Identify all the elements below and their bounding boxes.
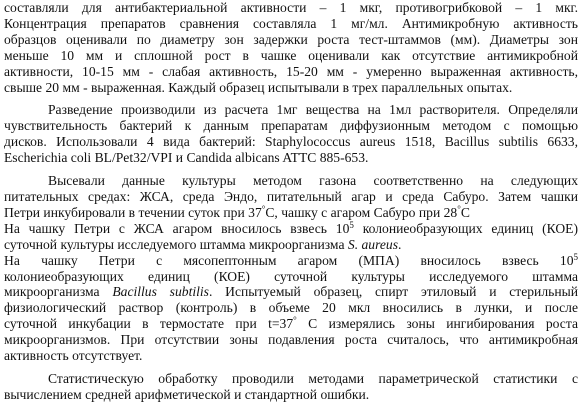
text-fragment: С измерялись зоны ингибирования роста [296,316,578,332]
text-fragment: С [460,204,470,220]
paragraph-dilution [4,102,578,166]
text-line [4,221,578,237]
species-name: S. aureus [347,236,398,252]
text-fragment: колониеобразующих единиц (КОЕ) [353,220,578,236]
paragraph-activity-criteria [4,0,578,95]
text-fragment: На чашку Петри с мясопептонным агаром (МПА) вносилось взвесь 10 [4,252,574,268]
text-line: активности, 10-15 мм - слабая активность, 15-20 мм - умеренно выраженная активность, [4,63,578,79]
text-line: вычислением средней арифметической и стандартной ошибки. [4,386,370,402]
text-line: активность отсутствует. [4,348,143,364]
paragraph-gap [4,166,578,173]
text-fragment: микроорганизма [4,284,113,300]
text-fragment: На чашку Петри с ЖСА агаром вносилось взвесь 10 [4,220,350,236]
text-line: дисков. Использовали 4 вида бактерий: Staphylococcus aureus 1518, Bacillus subtilis 6633, [4,134,578,150]
paragraph-saureus [4,221,578,253]
text-line: меньше 10 мм и сплошной рост в чашке оценивали как отсутствие антимикробной [4,47,578,63]
text-fragment: Петри инкубировали в течении суток при 37 [4,204,262,220]
superscript-exponent: 5 [349,219,354,230]
text-line [4,253,578,269]
text-line: колониеобразующих единиц (КОЕ) суточной культуры исследуемого штамма [4,268,578,284]
text-line [4,237,578,253]
text-line: Высевали данные культуры методом газона соответственно на следующих [48,173,578,189]
paragraph-gap [4,95,578,102]
paragraph-bsubtilis [4,253,578,364]
text-line: образцов оценивали по диаметру зон задержки роста тест-штаммов (мм). Диаметры зон [4,31,578,47]
text-fragment: суточной культуры исследуемого штамма микроорганизма [4,236,348,252]
text-line [4,316,578,332]
species-name: Bacillus subtilis [112,284,209,300]
degree-sign: ° [261,203,266,214]
degree-sign: ° [457,203,461,214]
text-line: составляли для антибактериальной активности – 1 мкг, противогрибковой – 1 мкг. [4,0,578,15]
text-line: физиологический раствор (контроль) в объеме 20 мкл вносились в лунки, и после [4,300,578,316]
degree-sign: ° [293,315,297,326]
text-line: Концентрация препаратов сравнения составляла 1 мг/мл. Антимикробную активность [4,15,578,31]
text-fragment: суточной инкубации в термостате при t=37 [4,316,294,332]
text-line: Escherichia coli BL/Pet32/VPI и Candida albicans ATTC 885-653. [4,150,369,166]
text-line [4,205,578,221]
text-line: Статистическую обработку проводили методами параметрической статистики с [48,370,578,386]
paragraph-statistics [4,371,578,403]
text-line: свыше 20 мм - выраженная. Каждый образец испытывали в трех параллельных опытах. [4,79,513,95]
paragraph-seeding [4,173,578,221]
text-line: микроорганизмов. При отсутствии зоны подавления роста считалось, что антимикробная [4,332,578,348]
text-line: чувствительность бактерий к данным препаратам диффузионным методом с помощью [4,118,578,134]
text-fragment: . [397,236,402,252]
text-line: питательных средах: ЖСА, среда Эндо, питательный агар и среда Сабуро. Затем чашки [4,188,578,204]
text-line [4,284,578,300]
text-fragment: . Испытуемый образец, спирт этиловый и стерильный [208,284,578,300]
text-line: Разведение производили из расчета 1мг вещества на 1мл растворителя. Определяли [48,102,578,118]
paragraph-gap [4,364,578,371]
text-fragment: С, чашку с агаром Сабуро при 28 [265,204,458,220]
superscript-exponent: 5 [573,251,578,262]
